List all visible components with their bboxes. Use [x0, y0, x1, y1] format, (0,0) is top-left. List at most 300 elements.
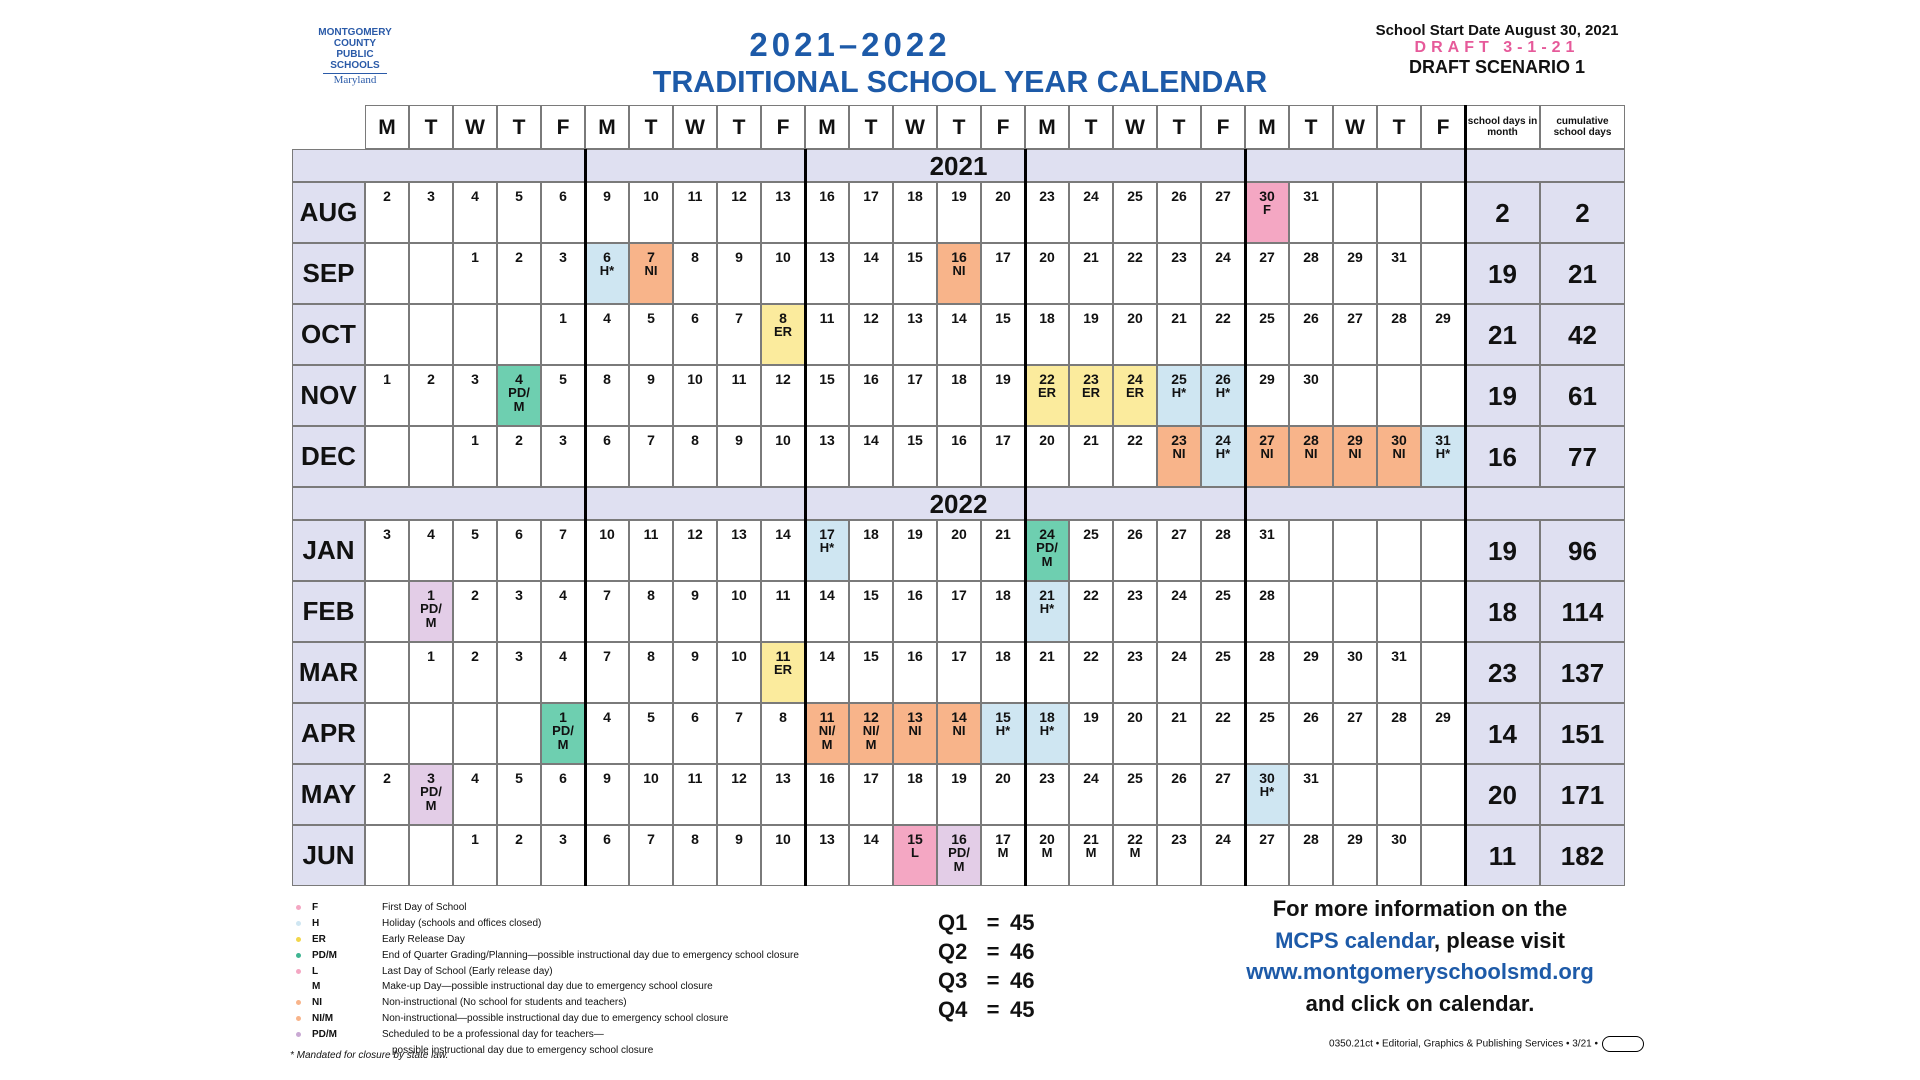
empty-day-cell — [365, 703, 409, 764]
day-cell — [497, 365, 541, 426]
day-cell — [761, 365, 805, 426]
equals-sign: = — [986, 910, 1000, 935]
legend-item — [290, 1029, 940, 1045]
empty-day-cell — [1289, 581, 1333, 642]
day-number: 17 — [995, 831, 1011, 847]
day-number: 23 — [1171, 249, 1187, 265]
page-title: TRADITIONAL SCHOOL YEAR CALENDAR — [652, 64, 1268, 99]
cumulative-header — [1540, 105, 1625, 149]
empty-day-cell — [1421, 581, 1465, 642]
empty-day-cell — [1333, 520, 1377, 581]
logo-line: MONTGOMERY — [318, 27, 392, 38]
day-cell — [1245, 365, 1289, 426]
day-code: PD/ — [552, 723, 574, 738]
day-number: 4 — [471, 770, 479, 786]
day-cell — [453, 182, 497, 243]
quarter-label: Q4 — [938, 997, 968, 1022]
day-number: 4 — [515, 371, 523, 387]
day-number: 6 — [515, 526, 523, 542]
day-number: 2 — [427, 371, 435, 387]
day-cell — [1157, 581, 1201, 642]
day-number: 1 — [427, 648, 435, 664]
week-divider — [584, 149, 587, 886]
day-number: 13 — [907, 709, 923, 725]
day-cell — [1377, 304, 1421, 365]
day-cell — [673, 365, 717, 426]
day-number: 30 — [1347, 648, 1363, 664]
day-code: M — [557, 737, 569, 752]
day-code: ER — [773, 324, 793, 339]
day-cell — [585, 426, 629, 487]
logo-line: SCHOOLS — [330, 60, 380, 71]
school-days-count — [1465, 304, 1540, 365]
day-cell — [365, 764, 409, 825]
day-cell — [1333, 304, 1377, 365]
day-number: 20 — [1127, 709, 1143, 725]
empty-day-cell — [497, 703, 541, 764]
day-cell — [893, 764, 937, 825]
empty-day-cell — [409, 703, 453, 764]
year-label: 2021 — [929, 151, 988, 181]
empty-day-cell — [1333, 581, 1377, 642]
day-cell — [541, 581, 585, 642]
day-number: 5 — [515, 770, 523, 786]
day-number: 27 — [1215, 770, 1231, 786]
day-number: 21 — [1171, 709, 1187, 725]
day-number: 29 — [1347, 432, 1363, 448]
empty-day-cell — [1377, 520, 1421, 581]
day-number: 9 — [691, 587, 699, 603]
day-cell — [1289, 703, 1333, 764]
day-number: 6 — [559, 188, 567, 204]
day-cell — [1289, 304, 1333, 365]
school-days-value: 19 — [1488, 259, 1517, 289]
weekday-label: T — [1392, 116, 1406, 139]
month-name: DEC — [301, 441, 356, 471]
quarter-value: 46 — [1010, 939, 1035, 964]
draft-info — [1352, 22, 1642, 78]
day-number: 1 — [383, 371, 391, 387]
day-cell — [453, 365, 497, 426]
school-days-value: 23 — [1488, 658, 1517, 688]
day-cell — [1113, 825, 1157, 886]
day-cell — [1157, 426, 1201, 487]
quarter-value: 45 — [1010, 910, 1035, 935]
school-days-header-label: school days in month — [1467, 116, 1538, 138]
day-number: 16 — [863, 371, 879, 387]
day-cell — [1201, 365, 1245, 426]
day-number: 25 — [1259, 709, 1275, 725]
day-cell — [805, 764, 849, 825]
day-cell — [1025, 304, 1069, 365]
day-number: 8 — [647, 648, 655, 664]
day-code: H* — [1259, 784, 1275, 799]
day-cell — [541, 304, 585, 365]
day-cell — [1025, 182, 1069, 243]
legend-description: Holiday (schools and offices closed) — [382, 917, 542, 929]
day-cell — [497, 426, 541, 487]
day-number: 21 — [1039, 587, 1055, 603]
day-cell — [717, 426, 761, 487]
day-number: 10 — [731, 648, 747, 664]
day-cell — [1157, 365, 1201, 426]
day-cell — [409, 581, 453, 642]
weekday-label: T — [1304, 116, 1318, 139]
day-number: 3 — [515, 648, 523, 664]
day-cell — [717, 520, 761, 581]
day-code: M — [425, 615, 437, 630]
day-cell — [629, 703, 673, 764]
day-cell — [673, 304, 717, 365]
day-number: 22 — [1215, 310, 1231, 326]
day-cell — [1333, 426, 1377, 487]
day-number: 12 — [775, 371, 791, 387]
day-number: 14 — [775, 526, 791, 542]
empty-day-cell — [1421, 182, 1465, 243]
month-label — [292, 182, 365, 243]
empty-day-cell — [1421, 365, 1465, 426]
day-cell — [717, 304, 761, 365]
school-days-value: 21 — [1488, 320, 1517, 350]
day-number: 24 — [1215, 831, 1231, 847]
day-cell — [541, 520, 585, 581]
empty-day-cell — [1333, 764, 1377, 825]
day-number: 18 — [995, 587, 1011, 603]
printer-mark-icon — [1602, 1036, 1644, 1052]
day-cell — [805, 703, 849, 764]
day-cell — [629, 304, 673, 365]
day-number: 21 — [1039, 648, 1055, 664]
day-number: 10 — [643, 188, 659, 204]
day-cell — [937, 365, 981, 426]
day-cell — [673, 703, 717, 764]
day-cell — [673, 825, 717, 886]
weekday-header — [937, 105, 981, 149]
day-cell — [1421, 426, 1465, 487]
weekday-label: W — [465, 116, 485, 139]
day-code: PD/ — [420, 784, 442, 799]
day-number: 25 — [1259, 310, 1275, 326]
day-cell — [1201, 182, 1245, 243]
school-days-count — [1465, 581, 1540, 642]
weekday-label: M — [1258, 116, 1276, 139]
day-number: 6 — [603, 249, 611, 265]
day-cell — [629, 243, 673, 304]
day-code: NI — [952, 723, 966, 738]
school-days-value: 19 — [1488, 536, 1517, 566]
day-cell — [1157, 642, 1201, 703]
weekday-label: F — [556, 116, 570, 139]
cumulative-count — [1540, 581, 1625, 642]
day-number: 27 — [1259, 432, 1275, 448]
school-days-value: 14 — [1488, 719, 1517, 749]
cumulative-value: 151 — [1560, 719, 1605, 749]
day-number: 27 — [1171, 526, 1187, 542]
day-cell — [981, 825, 1025, 886]
day-number: 22 — [1083, 648, 1099, 664]
day-number: 16 — [951, 249, 967, 265]
day-number: 3 — [559, 432, 567, 448]
empty-day-cell — [453, 703, 497, 764]
day-code: H* — [1215, 385, 1231, 400]
weekday-header — [1289, 105, 1333, 149]
day-cell — [717, 642, 761, 703]
equals-sign: = — [986, 939, 1000, 964]
day-cell — [761, 243, 805, 304]
day-cell — [849, 703, 893, 764]
legend-color-dot — [296, 1000, 301, 1005]
month-label — [292, 304, 365, 365]
cumulative-value: 21 — [1568, 259, 1597, 289]
day-cell — [541, 642, 585, 703]
day-cell — [1201, 581, 1245, 642]
weekday-label: W — [1345, 116, 1365, 139]
day-cell — [849, 764, 893, 825]
day-cell — [585, 764, 629, 825]
info-line-4: and click on calendar. — [1305, 990, 1535, 1016]
day-code: H* — [1215, 446, 1231, 461]
school-days-header — [1465, 105, 1540, 149]
school-days-count — [1465, 703, 1540, 764]
school-days-count — [1465, 182, 1540, 243]
weekday-header — [849, 105, 893, 149]
empty-day-cell — [365, 304, 409, 365]
day-number: 23 — [1039, 770, 1055, 786]
day-cell — [673, 243, 717, 304]
day-number: 24 — [1171, 587, 1187, 603]
empty-day-cell — [1377, 182, 1421, 243]
day-cell — [1333, 243, 1377, 304]
year-band — [292, 487, 1625, 520]
mcps-logo — [309, 27, 401, 86]
day-number: 16 — [819, 770, 835, 786]
day-number: 17 — [995, 249, 1011, 265]
day-number: 1 — [471, 831, 479, 847]
day-cell — [761, 581, 805, 642]
day-cell — [585, 365, 629, 426]
day-number: 29 — [1435, 310, 1451, 326]
day-number: 15 — [995, 310, 1011, 326]
day-cell — [805, 426, 849, 487]
day-cell — [1201, 703, 1245, 764]
day-code: NI — [952, 263, 966, 278]
cumulative-count — [1540, 365, 1625, 426]
day-number: 14 — [819, 648, 835, 664]
day-cell — [629, 642, 673, 703]
day-code: NI — [1392, 446, 1406, 461]
day-number: 31 — [1303, 188, 1319, 204]
day-cell — [805, 581, 849, 642]
cumulative-value: 182 — [1560, 841, 1605, 871]
day-cell — [629, 182, 673, 243]
mcps-calendar-link[interactable]: MCPS calendar — [1275, 927, 1435, 953]
day-number: 5 — [647, 709, 655, 725]
day-cell — [981, 642, 1025, 703]
day-number: 30 — [1303, 371, 1319, 387]
day-number: 1 — [427, 587, 435, 603]
day-cell — [409, 182, 453, 243]
day-number: 8 — [691, 831, 699, 847]
day-number: 14 — [951, 709, 967, 725]
legend-color-dot — [296, 984, 301, 989]
school-days-value: 16 — [1488, 442, 1517, 472]
empty-day-cell — [409, 426, 453, 487]
day-cell — [1289, 365, 1333, 426]
day-cell — [585, 703, 629, 764]
day-cell — [585, 581, 629, 642]
day-number: 22 — [1127, 249, 1143, 265]
day-number: 2 — [471, 587, 479, 603]
day-number: 20 — [1039, 432, 1055, 448]
day-cell — [893, 825, 937, 886]
day-cell — [1025, 764, 1069, 825]
day-cell — [849, 581, 893, 642]
day-number: 12 — [731, 770, 747, 786]
day-number: 25 — [1215, 648, 1231, 664]
cumulative-count — [1540, 182, 1625, 243]
quarter-row — [938, 939, 1034, 968]
day-cell — [1069, 825, 1113, 886]
day-number: 11 — [643, 526, 659, 542]
day-cell — [981, 581, 1025, 642]
day-code: NI — [1172, 446, 1186, 461]
legend-description: Make-up Day—possible instructional day due to emergency school closure — [382, 981, 713, 993]
cumulative-count — [1540, 426, 1625, 487]
day-cell — [453, 520, 497, 581]
weekday-header — [453, 105, 497, 149]
day-number: 26 — [1127, 526, 1143, 542]
day-number: 7 — [735, 709, 743, 725]
day-cell — [849, 365, 893, 426]
footer-text: 0350.21ct • Editorial, Graphics & Publishing Services • 3/21 • — [1329, 1038, 1598, 1050]
day-number: 9 — [603, 188, 611, 204]
day-number: 4 — [471, 188, 479, 204]
day-number: 27 — [1215, 188, 1231, 204]
day-cell — [1245, 243, 1289, 304]
legend-color-dot — [296, 953, 301, 958]
day-number: 10 — [775, 249, 791, 265]
weekday-header — [1157, 105, 1201, 149]
day-number: 14 — [819, 587, 835, 603]
day-cell — [497, 581, 541, 642]
day-number: 7 — [647, 432, 655, 448]
day-cell — [1245, 304, 1289, 365]
day-cell — [1201, 426, 1245, 487]
school-days-value: 20 — [1488, 780, 1517, 810]
empty-day-cell — [1333, 365, 1377, 426]
day-cell — [673, 426, 717, 487]
month-name: AUG — [299, 197, 358, 227]
day-number: 17 — [907, 371, 923, 387]
school-days-value: 2 — [1495, 198, 1510, 228]
day-number: 26 — [1171, 770, 1187, 786]
logo-state: Maryland — [323, 73, 387, 86]
day-number: 17 — [863, 188, 879, 204]
day-cell — [761, 764, 805, 825]
day-number: 4 — [559, 648, 567, 664]
day-cell — [805, 243, 849, 304]
day-cell — [849, 304, 893, 365]
day-number: 14 — [863, 249, 879, 265]
day-cell — [1377, 243, 1421, 304]
day-number: 7 — [735, 310, 743, 326]
day-cell — [1377, 703, 1421, 764]
website-link[interactable]: www.montgomeryschoolsmd.org — [1246, 959, 1594, 984]
day-cell — [981, 304, 1025, 365]
weekday-header — [805, 105, 849, 149]
day-code: H* — [1039, 601, 1055, 616]
cumulative-value: 77 — [1568, 442, 1597, 472]
day-cell — [1377, 825, 1421, 886]
day-code: NI — [1304, 446, 1318, 461]
weekday-label: W — [685, 116, 705, 139]
cumulative-value: 114 — [1561, 597, 1604, 627]
day-code: H* — [995, 723, 1011, 738]
day-number: 26 — [1215, 371, 1231, 387]
day-cell — [1069, 703, 1113, 764]
day-cell — [1333, 825, 1377, 886]
day-number: 2 — [515, 249, 523, 265]
weekday-label: T — [424, 116, 438, 139]
day-cell — [453, 642, 497, 703]
day-cell — [1069, 581, 1113, 642]
day-cell — [1157, 520, 1201, 581]
weekday-label: F — [1436, 116, 1450, 139]
empty-day-cell — [1421, 825, 1465, 886]
day-number: 10 — [599, 526, 615, 542]
day-code: M — [1041, 554, 1053, 569]
day-cell — [893, 304, 937, 365]
day-cell — [937, 426, 981, 487]
cumulative-count — [1540, 825, 1625, 886]
footer — [1252, 1036, 1644, 1052]
cumulative-value: 171 — [1560, 780, 1605, 810]
day-cell — [805, 520, 849, 581]
day-number: 5 — [515, 188, 523, 204]
weekday-header — [673, 105, 717, 149]
day-number: 11 — [775, 587, 791, 603]
day-number: 21 — [1083, 432, 1099, 448]
empty-day-cell — [1333, 182, 1377, 243]
day-number: 17 — [819, 526, 835, 542]
day-cell — [849, 426, 893, 487]
day-number: 13 — [775, 188, 791, 204]
weekday-header — [981, 105, 1025, 149]
weekday-header — [541, 105, 585, 149]
week-divider — [1244, 149, 1247, 886]
weekday-header — [1201, 105, 1245, 149]
day-cell — [629, 764, 673, 825]
day-cell — [497, 764, 541, 825]
day-code: H* — [819, 540, 835, 555]
day-cell — [1333, 703, 1377, 764]
day-cell — [1157, 304, 1201, 365]
day-number: 11 — [731, 371, 747, 387]
day-number: 15 — [863, 648, 879, 664]
legend-note: * Mandated for closure by state law. — [290, 1050, 449, 1061]
day-code: ER — [1037, 385, 1057, 400]
day-cell — [497, 243, 541, 304]
day-number: 8 — [691, 432, 699, 448]
day-number: 31 — [1435, 432, 1451, 448]
day-cell — [541, 764, 585, 825]
day-cell — [1201, 304, 1245, 365]
day-cell — [1113, 365, 1157, 426]
school-days-value: 11 — [1488, 841, 1517, 871]
day-code: M — [865, 737, 877, 752]
day-cell — [717, 243, 761, 304]
day-cell — [629, 365, 673, 426]
